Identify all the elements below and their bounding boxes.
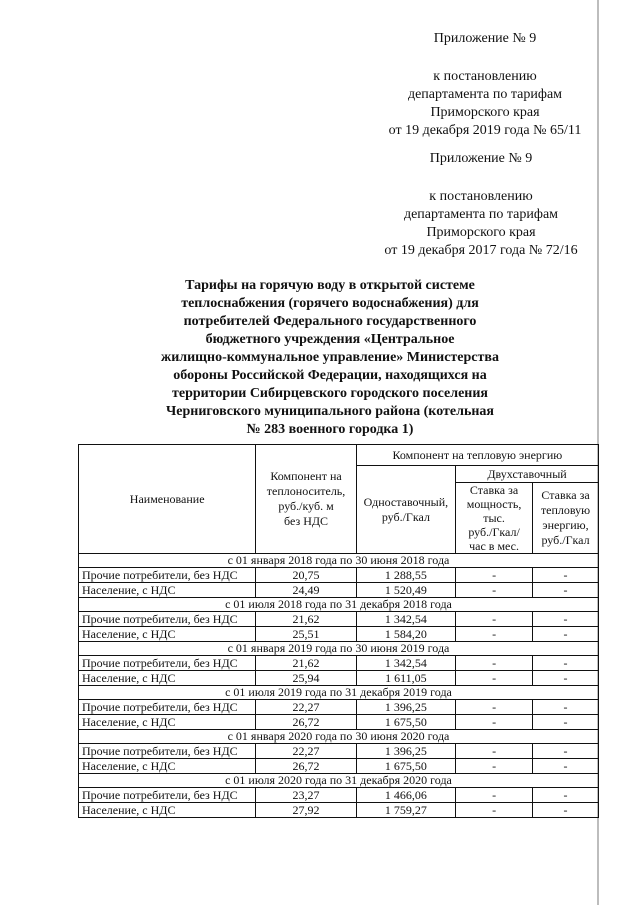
period-row (79, 686, 599, 700)
header-line: руб./Гкал/ (468, 525, 520, 539)
single-rate-value: 1 675,50 (356, 715, 455, 730)
header-line: тыс. (483, 511, 505, 525)
power-rate-value: - (456, 803, 533, 818)
period-label: с 01 января 2018 года по 30 июня 2018 года (79, 554, 599, 568)
period-row (79, 598, 599, 612)
header-line: руб./куб. м (278, 499, 334, 513)
header-line: час в мес. (469, 539, 520, 553)
table-row (79, 759, 599, 774)
period-label: с 01 января 2019 года по 30 июня 2019 года (79, 642, 599, 656)
power-rate-value: - (456, 788, 533, 803)
power-rate-value: - (456, 759, 533, 774)
appendix-line: от 19 декабря 2019 года № 65/11 (388, 123, 582, 138)
header-name: Наименование (79, 445, 256, 554)
table-row (79, 715, 599, 730)
energy-rate-value: - (533, 803, 599, 818)
appendix-line: от 19 декабря 2017 года № 72/16 (384, 243, 578, 258)
energy-rate-value: - (533, 788, 599, 803)
energy-rate-value: - (533, 700, 599, 715)
table-row (79, 627, 599, 642)
appendix-original (362, 150, 600, 260)
consumer-name: Население, с НДС (79, 583, 256, 598)
carrier-value: 25,94 (256, 671, 356, 686)
table-row (79, 612, 599, 627)
table-row (79, 744, 599, 759)
single-rate-value: 1 675,50 (356, 759, 455, 774)
single-rate-value: 1 759,27 (356, 803, 455, 818)
title-line: теплоснабжения (горячего водоснабжения) для (181, 296, 479, 311)
header-line: мощность, (466, 497, 522, 511)
consumer-name: Прочие потребители, без НДС (79, 744, 256, 759)
energy-rate-value: - (533, 671, 599, 686)
consumer-name: Население, с НДС (79, 759, 256, 774)
power-rate-value: - (456, 656, 533, 671)
carrier-value: 23,27 (256, 788, 356, 803)
title-line: бюджетного учреждения «Центральное (205, 332, 455, 347)
energy-rate-value: - (533, 627, 599, 642)
header-line: тепловую (540, 503, 591, 517)
single-rate-value: 1 584,20 (356, 627, 455, 642)
period-row (79, 774, 599, 788)
appendix-line: департамента по тарифам (403, 207, 559, 222)
single-rate-value: 1 466,06 (356, 788, 455, 803)
header-line: руб./Гкал (381, 509, 430, 524)
period-label: с 01 июля 2020 года по 31 декабря 2020 года (79, 774, 599, 788)
single-rate-value: 1 611,05 (356, 671, 455, 686)
single-rate-value: 1 396,25 (356, 744, 455, 759)
table-row (79, 656, 599, 671)
power-rate-value: - (456, 583, 533, 598)
title-line: Черниговского муниципального района (котельная (166, 404, 494, 419)
energy-rate-value: - (533, 583, 599, 598)
period-row (79, 642, 599, 656)
title-line: жилищно-коммунальное управление» Министерства (161, 350, 499, 365)
header-power-rate (456, 483, 533, 554)
energy-rate-value: - (533, 568, 599, 583)
table-row (79, 568, 599, 583)
header-line: руб./Гкал (541, 533, 590, 547)
period-row (79, 554, 599, 568)
power-rate-value: - (456, 671, 533, 686)
tariff-table (78, 444, 599, 818)
power-rate-value: - (456, 715, 533, 730)
energy-rate-value: - (533, 612, 599, 627)
consumer-name: Прочие потребители, без НДС (79, 612, 256, 627)
header-single-rate (356, 466, 455, 554)
header-line: Компонент на (270, 469, 342, 483)
carrier-value: 21,62 (256, 656, 356, 671)
header-two-rate: Двухставочный (456, 466, 599, 483)
carrier-value: 22,27 (256, 744, 356, 759)
period-label: с 01 июля 2018 года по 31 декабря 2018 года (79, 598, 599, 612)
power-rate-value: - (456, 744, 533, 759)
appendix-line: к постановлению (433, 69, 537, 84)
carrier-value: 20,75 (256, 568, 356, 583)
power-rate-value: - (456, 700, 533, 715)
table-row (79, 803, 599, 818)
header-heat: Компонент на тепловую энергию (356, 445, 598, 466)
carrier-value: 26,72 (256, 715, 356, 730)
title-line: территории Сибирцевского городского поселения (171, 386, 488, 401)
header-line: Одноставочный, (363, 494, 449, 509)
energy-rate-value: - (533, 715, 599, 730)
carrier-value: 25,51 (256, 627, 356, 642)
appendix-line: к постановлению (429, 189, 533, 204)
title-line: № 283 военного городка 1) (246, 422, 414, 437)
appendix-title: Приложение № 9 (433, 31, 537, 46)
header-line: теплоноситель, (266, 484, 346, 498)
single-rate-value: 1 342,54 (356, 612, 455, 627)
consumer-name: Население, с НДС (79, 715, 256, 730)
appendix-title: Приложение № 9 (429, 151, 533, 166)
title-line: обороны Российской Федерации, находящихся на (173, 368, 487, 383)
tariff-body (79, 554, 599, 818)
power-rate-value: - (456, 627, 533, 642)
header-line: Ставка за (469, 483, 519, 497)
consumer-name: Население, с НДС (79, 627, 256, 642)
single-rate-value: 1 396,25 (356, 700, 455, 715)
title-line: Тарифы на горячую воду в открытой системе (185, 278, 475, 293)
single-rate-value: 1 520,49 (356, 583, 455, 598)
document-title (140, 277, 520, 439)
header-carrier (256, 445, 356, 554)
energy-rate-value: - (533, 759, 599, 774)
carrier-value: 21,62 (256, 612, 356, 627)
power-rate-value: - (456, 612, 533, 627)
consumer-name: Прочие потребители, без НДС (79, 656, 256, 671)
energy-rate-value: - (533, 744, 599, 759)
consumer-name: Прочие потребители, без НДС (79, 568, 256, 583)
carrier-value: 24,49 (256, 583, 356, 598)
header-energy-rate (533, 483, 599, 554)
header-line: энергию, (542, 518, 589, 532)
title-line: потребителей Федерального государственного (183, 314, 477, 329)
period-row (79, 730, 599, 744)
header-line: Ставка за (541, 488, 590, 502)
table-row (79, 788, 599, 803)
appendix-line: Приморского края (426, 225, 536, 240)
single-rate-value: 1 288,55 (356, 568, 455, 583)
carrier-value: 27,92 (256, 803, 356, 818)
appendix-current (370, 30, 600, 140)
table-row (79, 671, 599, 686)
carrier-value: 22,27 (256, 700, 356, 715)
power-rate-value: - (456, 568, 533, 583)
single-rate-value: 1 342,54 (356, 656, 455, 671)
period-label: с 01 января 2020 года по 30 июня 2020 года (79, 730, 599, 744)
consumer-name: Население, с НДС (79, 803, 256, 818)
header-line: без НДС (284, 514, 329, 528)
period-label: с 01 июля 2019 года по 31 декабря 2019 года (79, 686, 599, 700)
table-row (79, 583, 599, 598)
table-row (79, 700, 599, 715)
appendix-line: Приморского края (430, 105, 540, 120)
consumer-name: Прочие потребители, без НДС (79, 788, 256, 803)
energy-rate-value: - (533, 656, 599, 671)
carrier-value: 26,72 (256, 759, 356, 774)
consumer-name: Население, с НДС (79, 671, 256, 686)
appendix-line: департамента по тарифам (407, 87, 563, 102)
consumer-name: Прочие потребители, без НДС (79, 700, 256, 715)
